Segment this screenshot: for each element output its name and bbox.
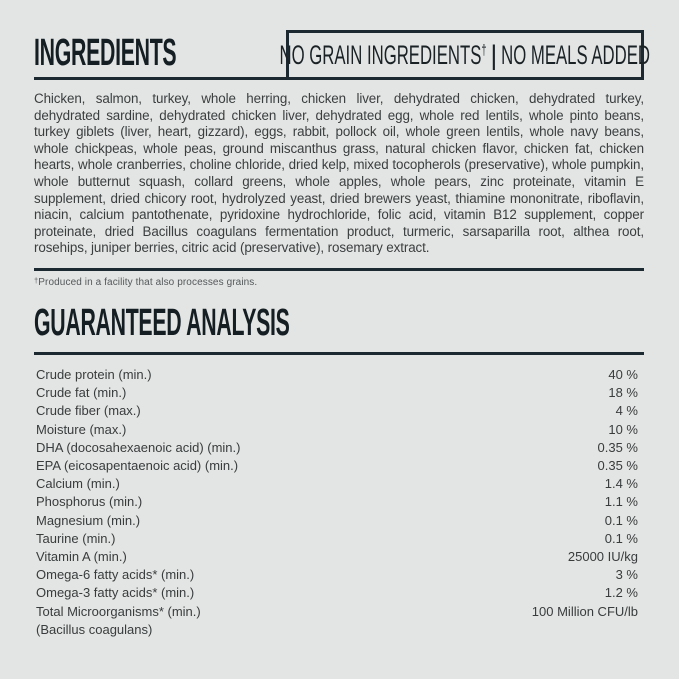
row-label: Crude fat (min.) [36, 385, 127, 401]
row-label-group [36, 603, 201, 639]
row-value: 0.35 % [597, 457, 638, 473]
ingredients-title: INGREDIENTS [34, 32, 177, 74]
table-row [36, 366, 638, 384]
row-label: Moisture (max.) [36, 421, 127, 437]
table-row [36, 475, 638, 493]
row-label: Phosphorus (min.) [36, 494, 143, 510]
table-row [36, 530, 638, 548]
row-label: Magnesium (min.) [36, 512, 141, 528]
row-label-group [36, 402, 141, 420]
row-label-group [36, 421, 126, 439]
row-label: DHA (docosahexaenoic acid) (min.) [36, 439, 241, 455]
row-value: 0.1 % [604, 530, 638, 546]
row-value: 18 % [608, 385, 638, 401]
footnote-dagger: † [34, 275, 39, 285]
row-label: Crude protein (min.) [36, 366, 152, 382]
row-label: Crude fiber (max.) [36, 403, 141, 419]
row-label: EPA (eicosapentaenoic acid) (min.) [36, 457, 239, 473]
guaranteed-analysis-title: GUARANTEED ANALYSIS [34, 301, 290, 344]
footnote-text: Produced in a facility that also processes grains. [38, 276, 258, 288]
row-label: Calcium (min.) [36, 476, 120, 492]
row-label: Taurine (min.) [36, 530, 116, 546]
row-value: 40 % [608, 366, 638, 382]
row-label-group [36, 584, 194, 602]
row-value: 1.4 % [604, 476, 638, 492]
table-row [36, 402, 638, 420]
no-grain-badge-text [280, 40, 650, 71]
footnote [34, 277, 644, 288]
row-label-group [36, 439, 240, 457]
row-label-group [36, 548, 127, 566]
divider-rule [34, 352, 644, 355]
ingredients-text: Chicken, salmon, turkey, whole herring, chicken liver, dehydrated chicken, dehydrated turkey, dehydrated sardine, dehydrated chicken liver, dehydrated egg, whole red lentils, whole pinto beans, turkey giblets (liver, heart, gizzard), eggs, rabbit, pollock oil, whole green lentils, whole navy beans, whole chickpeas, whole peas, ground miscanthus grass, natural chicken flavor, chicken fat, chicken hearts, whole cranberries, choline chloride, dried kelp, mixed tocopherols (preservative), whole pumpkin, whole butternut squash, collard greens, whole apples, whole pears, zinc proteinate, vitamin E supplement, dried chicory root, hydrolyzed yeast, dried brewers yeast, thiamine mononitrate, riboflavin, niacin, calcium pantothenate, pyridoxine hydrochloride, folic acid, vitamin B12 supplement, copper proteinate, dried Bacillus coagulans fermentation product, turmeric, sarsaparilla root, althea root, rosehips, juniper berries, citric acid (preservative), rosemary extract. [34, 91, 644, 256]
table-row [36, 548, 638, 566]
table-row [36, 457, 638, 475]
row-label-group [36, 493, 142, 511]
row-sublabel: (Bacillus coagulans) [36, 621, 153, 637]
row-value: 25000 IU/kg [567, 548, 638, 564]
table-row [36, 421, 638, 439]
row-label-group [36, 457, 238, 475]
row-label-group [36, 366, 152, 384]
row-label-group [36, 566, 194, 584]
row-value: 0.1 % [604, 512, 638, 528]
badge-dagger: † [481, 41, 487, 59]
row-value: 100 Million CFU/lb [531, 603, 638, 619]
row-label: Total Microorganisms* (min.) [36, 603, 201, 619]
table-row [36, 439, 638, 457]
row-value: 3 % [615, 567, 638, 583]
ingredients-header [34, 0, 651, 80]
row-label-group [36, 530, 115, 548]
row-value: 1.2 % [604, 585, 638, 601]
badge-left-text: NO GRAIN INGREDIENTS [279, 39, 482, 70]
table-row [36, 512, 638, 530]
row-label: Omega-6 fatty acids* (min.) [36, 567, 195, 583]
row-label-group [36, 475, 120, 493]
divider-rule [34, 268, 644, 271]
badge-separator: | [491, 39, 497, 70]
row-label: Vitamin A (min.) [36, 548, 127, 564]
analysis-table [34, 366, 644, 639]
row-label-group [36, 384, 126, 402]
table-row [36, 584, 638, 602]
row-label-group [36, 512, 140, 530]
table-row [36, 566, 638, 584]
table-row [36, 384, 638, 402]
row-value: 1.1 % [604, 494, 638, 510]
row-value: 10 % [608, 421, 638, 437]
row-value: 4 % [615, 403, 638, 419]
badge-right-text: NO MEALS ADDED [501, 39, 651, 70]
row-value: 0.35 % [597, 439, 638, 455]
table-row [36, 603, 638, 639]
table-row [36, 493, 638, 511]
row-label: Omega-3 fatty acids* (min.) [36, 585, 195, 601]
no-grain-badge [279, 30, 651, 80]
